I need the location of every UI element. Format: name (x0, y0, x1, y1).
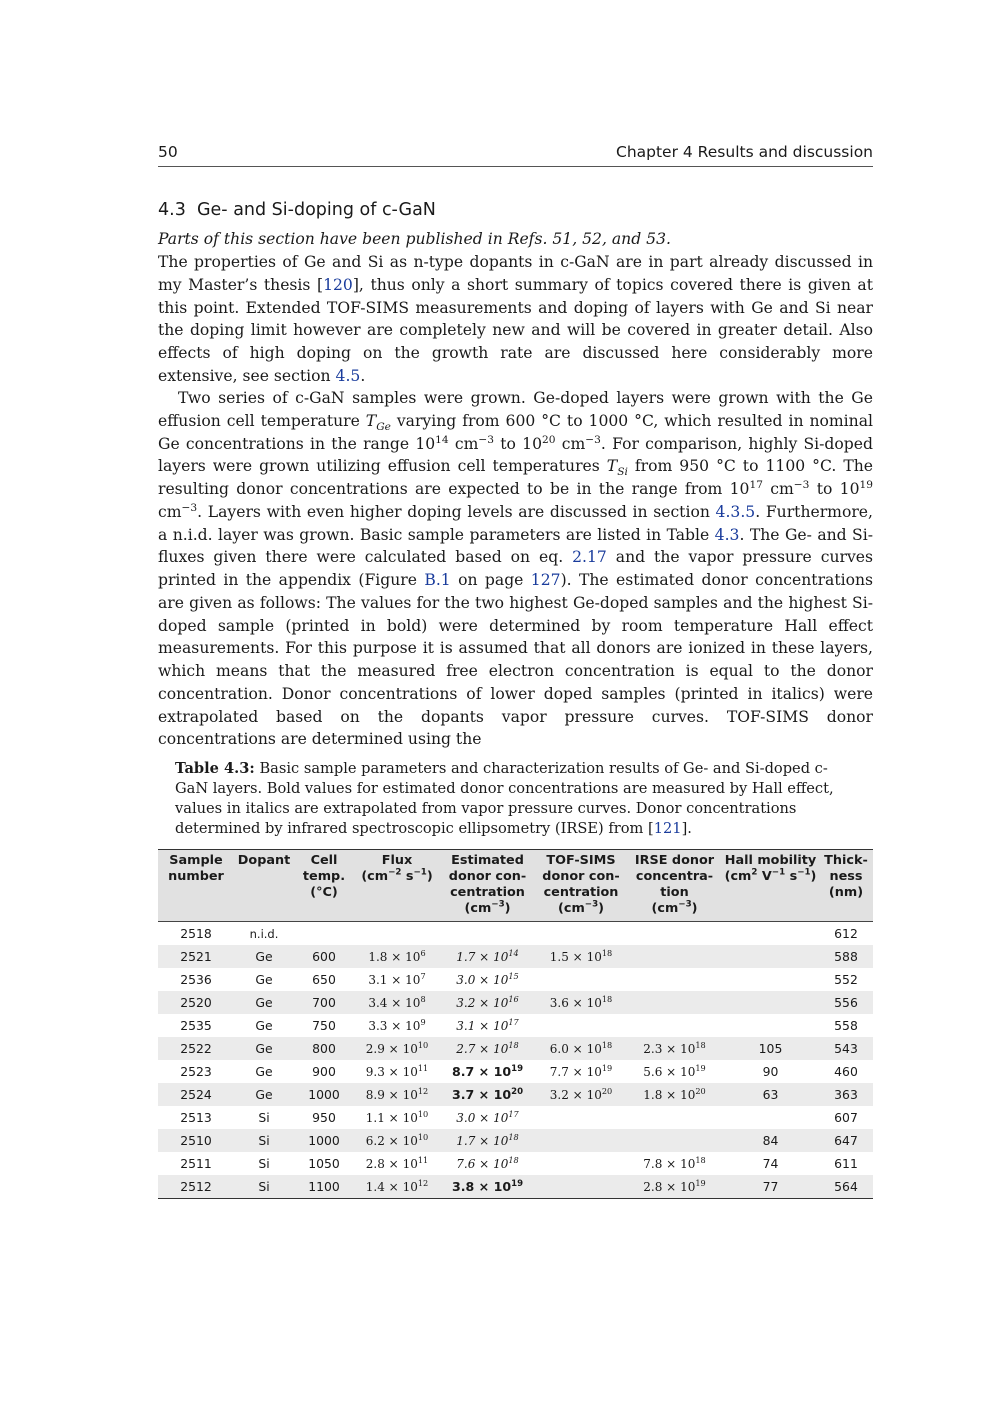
table-cell: Ge (234, 1037, 294, 1060)
table-cell: Ge (234, 1083, 294, 1106)
table-cell: 63 (722, 1083, 819, 1106)
table-cell-value: $3.0 \times 10^{17}$ (456, 1108, 519, 1125)
table-cell (722, 922, 819, 946)
table-cell: 1050 (308, 1156, 340, 1171)
table-row (158, 1060, 873, 1083)
table-cell-empty (627, 945, 722, 968)
table-cell-value: $3.3 \times 10^9$ (368, 1016, 426, 1033)
table-cell: 77 (722, 1175, 819, 1199)
table-link-4-3[interactable]: 4.3 (714, 525, 740, 544)
table-row (158, 1014, 873, 1037)
table-cell-value: $1.1 \times 10^{10}$ (365, 1108, 429, 1125)
table-cell: 950 (312, 1110, 336, 1125)
table-cell-empty (627, 968, 722, 991)
table-cell-value: $7.6 \times 10^{18}$ (456, 1154, 519, 1171)
table-cell-empty (440, 922, 535, 946)
table-cell-value: $1.8 \times 10^{20}$ (627, 1083, 722, 1106)
table-cell: 2520 (158, 991, 234, 1014)
equation-link-2-17[interactable]: 2.17 (572, 548, 607, 567)
chapter-title: Chapter 4 Results and discussion (616, 143, 873, 161)
table-cell-value: $3.4 \times 10^8$ (354, 991, 440, 1014)
table-cell-value: $1.7 \times 10^{14}$ (440, 945, 535, 968)
table-cell: Si (234, 1129, 294, 1152)
table-cell: 1000 (294, 1129, 354, 1152)
table-cell: 2536 (180, 972, 212, 987)
table-cell: 1000 (294, 1083, 354, 1106)
col-header-tof-sims: TOF-SIMS donor con- centration $(cm^{-3})$ (535, 850, 627, 922)
table-cell (722, 945, 819, 968)
table-row (158, 1106, 873, 1129)
table-cell: 552 (834, 972, 858, 987)
table-cell-empty (535, 968, 627, 991)
table-cell-value: $7.8 \times 10^{18}$ (643, 1154, 706, 1171)
table-cell: 105 (722, 1037, 819, 1060)
table-row (158, 922, 873, 946)
table-cell: Si (234, 1175, 294, 1199)
table-cell-empty (535, 922, 627, 946)
table-row (158, 1152, 873, 1175)
col-header-flux: Flux ($cm^{-2}$ $s^{-1}$) (354, 850, 440, 922)
table-cell: Ge (255, 1064, 273, 1079)
table-cell-value: $2.8 \times 10^{11}$ (365, 1154, 429, 1171)
table-cell: Si (258, 1156, 270, 1171)
table-cell: 800 (294, 1037, 354, 1060)
table-header-row (158, 850, 873, 922)
table-cell: 2518 (180, 926, 212, 941)
table-cell-value: $1.8 \times 10^6$ (354, 945, 440, 968)
citation-link-120[interactable]: 120 (323, 275, 353, 294)
table-cell: Ge (255, 1018, 273, 1033)
table-cell-value: $3.7 \times 10^{20}$ (440, 1083, 535, 1106)
table-cell-value: $1.4 \times 10^{12}$ (354, 1175, 440, 1199)
table-cell-value: $8.7 \times 10^{19}$ (451, 1063, 524, 1079)
table-row (158, 1083, 873, 1106)
table-cell: 90 (762, 1064, 779, 1079)
table-cell-value: $3.6 \times 10^{18}$ (535, 991, 627, 1014)
table-cell: 2521 (158, 945, 234, 968)
table-cell (722, 968, 819, 991)
table-cell-value: $8.9 \times 10^{12}$ (354, 1083, 440, 1106)
table-cell-empty (627, 1106, 722, 1129)
table-cell: 363 (819, 1083, 873, 1106)
table-cell: 1100 (294, 1175, 354, 1199)
table-cell: Ge (255, 972, 273, 987)
table-cell-empty (627, 922, 722, 946)
table-cell: 612 (834, 926, 858, 941)
table-cell-empty (627, 1014, 722, 1037)
table-cell: Ge (234, 991, 294, 1014)
table-cell-value: $2.7 \times 10^{18}$ (440, 1037, 535, 1060)
table-cell: 647 (819, 1129, 873, 1152)
table-cell-value: $3.2 \times 10^{20}$ (535, 1083, 627, 1106)
col-header-cell-temp: Cell temp. (°C) (294, 850, 354, 922)
table-cell-value: $2.8 \times 10^{19}$ (627, 1175, 722, 1199)
table-cell-empty (535, 1129, 627, 1152)
section-link-4-5[interactable]: 4.5 (335, 366, 361, 385)
table-row (158, 1129, 873, 1152)
table-cell-value: $6.0 \times 10^{18}$ (535, 1037, 627, 1060)
table-row (158, 945, 873, 968)
caption-label: Table 4.3: (175, 760, 255, 777)
table-cell-value: $7.7 \times 10^{19}$ (549, 1062, 613, 1079)
table-cell-value: $3.2 \times 10^{16}$ (440, 991, 535, 1014)
table-cell: 588 (819, 945, 873, 968)
table-body (158, 922, 873, 1199)
table-cell: 2510 (158, 1129, 234, 1152)
table-cell: 460 (834, 1064, 858, 1079)
table-cell-value: $3.1 \times 10^{17}$ (456, 1016, 519, 1033)
table-cell (722, 991, 819, 1014)
table-cell: 2522 (158, 1037, 234, 1060)
col-header-dopant: Dopant (234, 850, 294, 922)
table-cell-value: $3.0 \times 10^{15}$ (456, 970, 519, 987)
table-cell-empty (535, 1106, 627, 1129)
page-number: 50 (158, 143, 178, 161)
table-cell: 600 (294, 945, 354, 968)
table-cell: Si (258, 1110, 270, 1125)
table-cell-empty (627, 991, 722, 1014)
section-title-text: Ge- and Si-doping of c-GaN (196, 200, 436, 220)
col-header-sample: Sample number (158, 850, 234, 922)
table-cell-empty (627, 1129, 722, 1152)
table-cell-empty (535, 1152, 627, 1175)
table-cell: 2512 (158, 1175, 234, 1199)
sample-parameters-table (158, 849, 873, 1199)
table-cell: 556 (819, 991, 873, 1014)
table-row (158, 991, 873, 1014)
col-header-hall-mobility: Hall mobility ($cm^2$ $V^{-1}$ $s^{-1}$) (722, 850, 819, 922)
table-cell: 750 (312, 1018, 336, 1033)
publication-note: Parts of this section have been published in Refs. 51, 52, and 53. (158, 230, 671, 248)
table-cell-empty (535, 1175, 627, 1199)
table-cell-value: $2.3 \times 10^{18}$ (627, 1037, 722, 1060)
table-cell: 74 (762, 1156, 779, 1171)
table-cell: 564 (819, 1175, 873, 1199)
table-row (158, 1037, 873, 1060)
table-cell-value: $1.7 \times 10^{18}$ (440, 1129, 535, 1152)
table-cell: n.i.d. (249, 926, 279, 941)
table-cell: Ge (234, 945, 294, 968)
table-cell: 611 (834, 1156, 858, 1171)
section-number: 4.3 (158, 200, 186, 220)
table-cell: 2524 (158, 1083, 234, 1106)
table-cell-value: $3.1 \times 10^7$ (368, 970, 426, 987)
table-cell-value: $1.5 \times 10^{18}$ (535, 945, 627, 968)
table-cell (722, 1106, 819, 1129)
table-cell: 2535 (180, 1018, 212, 1033)
table-cell-empty (354, 922, 440, 946)
table-cell-empty (535, 1014, 627, 1037)
table-cell-value: $5.6 \times 10^{19}$ (643, 1062, 706, 1079)
table-cell-value: $3.8 \times 10^{19}$ (440, 1175, 535, 1199)
table-row (158, 968, 873, 991)
paragraph-1: The properties of Ge and Si as n-type dopants in c-GaN are in part already discussed in my Master’s thesis [120], thus only a short summary of topics covered there is given at this point. Extended TOF-SIMS measurements and doping of layers with Ge and Si near the doping limit however are completely new and will be covered in greater detail. Also effects of high doping on the growth rate are discussed here considerably more extensive, see section 4.5. (158, 253, 873, 385)
table-cell: 2523 (180, 1064, 212, 1079)
page-link-127[interactable]: 127 (530, 571, 561, 589)
table-cell-value: $6.2 \times 10^{10}$ (354, 1129, 440, 1152)
table-cell: 543 (819, 1037, 873, 1060)
table-cell: 558 (834, 1018, 858, 1033)
table-cell-value: $2.9 \times 10^{10}$ (354, 1037, 440, 1060)
table-cell: 2511 (180, 1156, 212, 1171)
section-link-4-3-5[interactable]: 4.3.5 (715, 502, 756, 521)
table-cell: 84 (722, 1129, 819, 1152)
paragraph-2: Two series of c-GaN samples were grown. Ge-doped layers were grown with the Ge effusion cell temperature $T_{Ge}$ varying from 600 °C to 1000 °C, which resulted in nominal Ge concentrations in the range $10^{14}$ $cm^{-3}$ to $10^{20}$ $cm^{-3}$. For comparison, highly Si-doped layers were grown utilizing effusion cell temperatures $T_{Si}$ from 950 °C to 1100 °C. The resulting donor concentrations are expected to be in the range from $10^{17}$ $cm^{-3}$ to $10^{19}$ $cm^{-3}$. Layers with even higher doping levels are discussed in section 4.3.5. Furthermore, a n.i.d. layer was grown. Basic sample parameters are listed in Table 4.3. The Ge- and Si-fluxes given there were calculated based on eq. 2.17 and the vapor pressure curves printed in the appendix (Figure B.1 on page 127). The estimated donor concentrations are given as follows: The values for the two highest Ge-doped samples and the highest Si-doped sample (printed in bold) were determined by room temperature Hall effect measurements. For this purpose it is assumed that all donors are ionized in these layers, which means that the measured free electron concentration is equal to the donor concentration. Donor concentrations of lower doped samples (printed in italics) were extrapolated based on the dopants vapor pressure curves. TOF-SIMS donor concentrations are determined using the (158, 389, 874, 749)
col-header-estimated-donor: Estimated donor con- centration $(cm^{-3})$ (440, 850, 535, 922)
col-header-thickness: Thick- ness (nm) (819, 850, 873, 922)
table-cell (722, 1014, 819, 1037)
table-cell: 900 (312, 1064, 336, 1079)
col-header-irse: IRSE donor concentra- tion $(cm^{-3})$ (627, 850, 722, 922)
table-cell: 650 (312, 972, 336, 987)
running-header (158, 142, 873, 167)
table-cell: 2513 (180, 1110, 212, 1125)
table-cell-value: $9.3 \times 10^{11}$ (365, 1062, 429, 1079)
table-row (158, 1175, 873, 1199)
table-cell: 607 (834, 1110, 858, 1125)
citation-link-121[interactable]: 121 (653, 820, 682, 837)
section-heading (158, 200, 436, 220)
table-cell: 700 (294, 991, 354, 1014)
figure-link-b-1[interactable]: B.1 (424, 571, 451, 589)
table-cell (294, 922, 354, 946)
table-caption: Table 4.3: Basic sample parameters and characterization results of Ge- and Si-doped c-GaN layers. Bold values for estimated donor concentrations are measured by Hall effect, values in italics are extrapolated from vapor pressure curves. Donor concentrations determined by infrared spectroscopic ellipsometry (IRSE) from [121]. (175, 760, 834, 837)
